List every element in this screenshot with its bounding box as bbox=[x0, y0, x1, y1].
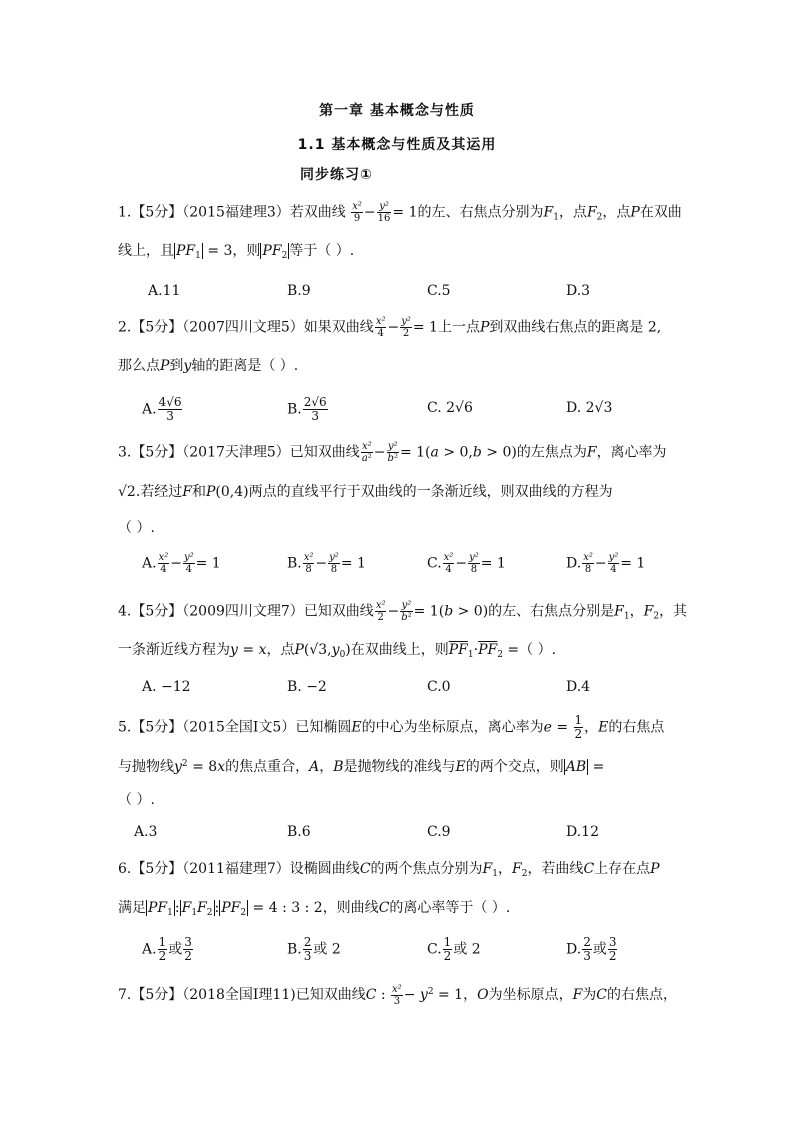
question-4-line-2: 一条渐近线方程为y = x，点$P(√3,y_0)$在双曲线上，则$\overline{PF}_1\cdot\overline{PF}_2$ =（ ）. bbox=[118, 642, 557, 660]
question-3-line-1: 3.【5分】（2017天津理5）已知双曲线 $\frac{\text{x²}}{\text{a²}}$ − $\frac{\text{y²}}{\text{b²}}$ = 1(a > 0,b > 0)的左焦点为F，离心率为 bbox=[118, 441, 667, 464]
q1-option-c: C.5 bbox=[427, 283, 451, 299]
q3-option-d: D. $\frac{\text{x²}}{8}$ − $\frac{\text{y²}}{4}$ = 1 bbox=[566, 552, 646, 575]
q6-option-a: A. $\frac{1}{2}$ 或 $\frac{3}{2}$ bbox=[142, 935, 192, 963]
q2-option-b: B. $\frac{2√6}{3}$ bbox=[287, 395, 327, 423]
q6-option-b: B. $\frac{2}{3}$ 或 2 bbox=[287, 935, 341, 963]
q1-option-d: D.3 bbox=[566, 283, 591, 299]
chapter-title: 第一章 基本概念与性质 bbox=[319, 103, 475, 119]
question-3-line-3: （ ）. bbox=[118, 520, 155, 536]
q2-option-a: A. $\frac{4√6}{3}$ bbox=[142, 395, 182, 423]
question-5-line-2: 与抛物线$y^2 = 8x$的焦点重合，A，B是抛物线的准线与E的两个交点，则 AB = bbox=[118, 759, 605, 775]
question-7-line-1: 7.【5分】（2018全国Ⅰ理11)已知双曲线C : $\frac{\text{x²}}{3}$ − $y^2 = 1$，O为坐标原点，F为C的右焦点， bbox=[118, 983, 678, 1007]
q5-option-c: C.9 bbox=[427, 824, 451, 840]
q4-option-c: C.0 bbox=[427, 679, 451, 695]
q3-option-b: B. $\frac{\text{x²}}{8}$ − $\frac{\text{y²}}{8}$ = 1 bbox=[287, 552, 366, 575]
q5-option-a: A.3 bbox=[134, 824, 158, 840]
question-2-line-1: 2.【5分】（2007四川文理5）如果双曲线 $\frac{\text{x²}}{4}$ − $\frac{\text{y²}}{2}$ = 1上一点P到双曲线右焦点的距离是 2, bbox=[118, 316, 662, 339]
q3-option-c: C. $\frac{\text{x²}}{4}$ − $\frac{\text{y²}}{8}$ = 1 bbox=[427, 552, 506, 575]
question-3-line-2: √2.若经过F和P(0,4)两点的直线平行于双曲线的一条渐近线，则双曲线的方程为 bbox=[118, 484, 613, 500]
q2-option-c: C. 2√6 bbox=[427, 400, 473, 416]
q3-option-a: A. $\frac{\text{x²}}{4}$ − $\frac{\text{y²}}{4}$ = 1 bbox=[142, 552, 221, 575]
question-4-line-1: 4.【5分】（2009四川文理7）已知双曲线 $\frac{\text{x²}}{2}$ − $\frac{\text{y²}}{\text{b²}}$ = 1(b > 0)的左、右焦点分别是$F_1$，$F_2$，其 bbox=[118, 600, 688, 623]
question-6-line-2: 满足 $PF_1$ : $F_1F_2$ : $PF_2 = 4$ : 3 : 2，则曲线C的离心率等于（ ）. bbox=[118, 900, 511, 918]
question-2-line-2: 那么点P到y轴的距离是（ ）. bbox=[118, 358, 299, 374]
section-title: 1.1 基本概念与性质及其运用 bbox=[297, 137, 497, 153]
q4-option-b: B. −2 bbox=[287, 679, 327, 695]
q5-option-d: D.12 bbox=[566, 824, 599, 840]
q5-option-b: B.6 bbox=[287, 824, 311, 840]
question-5-line-3: （ ）. bbox=[118, 792, 155, 808]
q6-option-c: C. $\frac{1}{2}$ 或 2 bbox=[427, 935, 481, 963]
q6-option-d: D. $\frac{2}{3}$ 或 $\frac{3}{2}$ bbox=[566, 935, 617, 963]
q2-option-d: D. 2√3 bbox=[566, 400, 613, 416]
q4-option-a: A. −12 bbox=[142, 679, 191, 695]
question-5-line-1: 5.【5分】（2015全国Ⅰ文5）已知椭圆E的中心为坐标原点，离心率为e = $\frac{1}{2}$ ，E的右焦点 bbox=[118, 713, 665, 741]
q1-option-a: A.11 bbox=[148, 283, 181, 299]
q4-option-d: D.4 bbox=[566, 679, 591, 695]
question-1-line-1: 1.【5分】（2015福建理3）若双曲线 $\frac{\text{x²}}{9}$ − $\frac{\text{y²}}{16}$ = 1的左、右焦点分别为$F_1$，点$F_2$，点P在双曲 bbox=[118, 201, 682, 224]
question-6-line-1: 6.【5分】（2011福建理7）设椭圆曲线C的两个焦点分别为$F_1$，$F_2$，若曲线C上存在点P bbox=[118, 861, 660, 879]
q1-option-b: B.9 bbox=[287, 283, 311, 299]
practice-title: 同步练习① bbox=[300, 167, 373, 183]
question-1-line-2: 线上，且 $PF_1 = 3$，则 $PF_2$ 等于（ ）. bbox=[118, 243, 355, 261]
